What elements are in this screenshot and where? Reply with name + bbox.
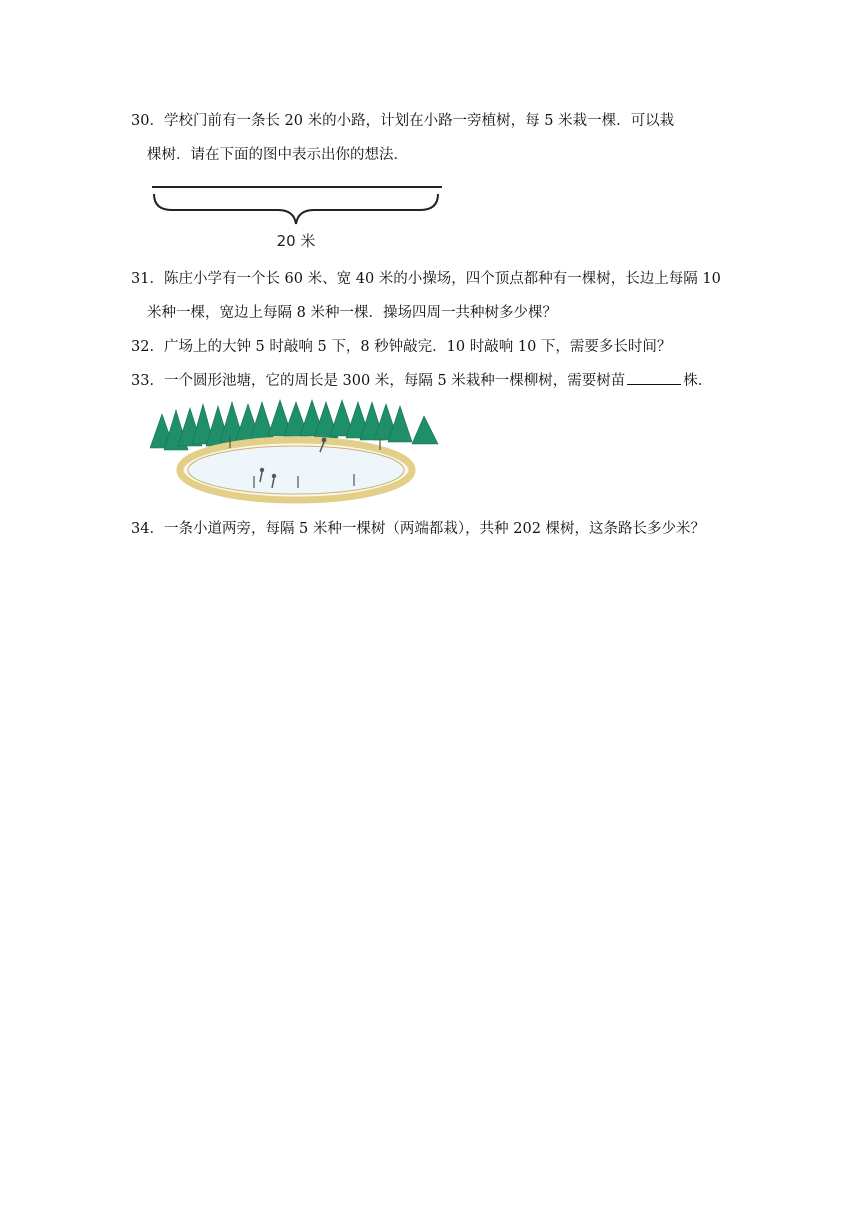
pond-water xyxy=(188,446,404,494)
question-number: 31． xyxy=(131,271,164,287)
answer-blank[interactable] xyxy=(627,370,681,385)
question-32 xyxy=(131,337,751,357)
question-number: 30． xyxy=(131,113,164,129)
question-number: 34． xyxy=(131,521,164,537)
road-brace-figure xyxy=(150,180,450,264)
question-30 xyxy=(131,111,751,165)
question-text-line2: 米种一棵，宽边上每隔 8 米种一棵．操场四周一共种树多少棵？ xyxy=(147,305,557,321)
question-text-line1: 陈庄小学有一个长 60 米、宽 40 米的小操场，四个顶点都种有一棵树，长边上每隔 10 xyxy=(163,271,721,287)
question-33 xyxy=(131,370,751,391)
question-text-line1: 一条小道两旁，每隔 5 米种一棵树（两端都栽），共种 202 棵树，这条路长多少米？ xyxy=(163,521,706,537)
question-text-before-blank: 一个圆形池塘，它的周长是 300 米，每隔 5 米栽种一棵柳树，需要树苗 xyxy=(163,373,626,389)
question-31 xyxy=(131,269,751,323)
question-text-line1: 广场上的大钟 5 时敲响 5 下，8 秒钟敲完．10 时敲响 10 下，需要多长时间？ xyxy=(163,339,672,355)
brace xyxy=(154,194,438,224)
pond-figure xyxy=(150,396,442,512)
road-length-label: 20 米 xyxy=(276,232,316,250)
question-number: 33． xyxy=(131,373,164,389)
question-text-line2: 棵树．请在下面的图中表示出你的想法． xyxy=(147,147,408,163)
question-text-line1: 学校门前有一条长 20 米的小路，计划在小路一旁植树，每 5 米栽一棵．可以栽 xyxy=(163,113,675,129)
question-number: 32． xyxy=(131,339,164,355)
question-text-after-blank: 株． xyxy=(683,373,713,389)
question-34 xyxy=(131,519,751,539)
